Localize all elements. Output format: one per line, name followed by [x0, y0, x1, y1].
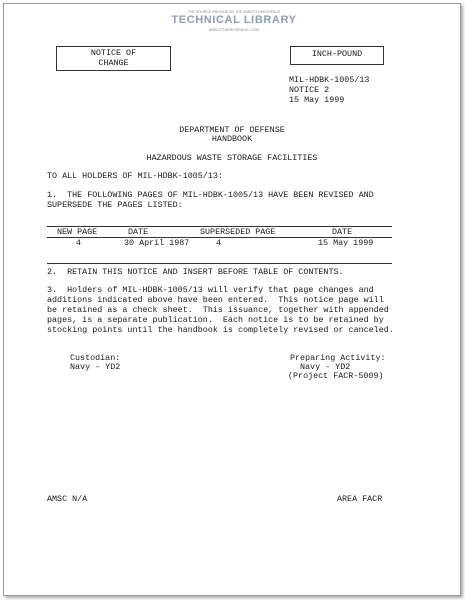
amsc-label: AMSC N/A — [47, 494, 88, 504]
paragraph-3-line-4: pages, is a separate publication. Each notice is to be retained by — [47, 315, 384, 325]
handbook-label: HANDBOOK — [211, 134, 253, 144]
notice-box-line-2: CHANGE — [98, 57, 129, 68]
table-header-new-page: NEW PAGE — [57, 227, 98, 237]
inch-pound-label: INCH-POUND — [311, 49, 363, 59]
project-number: (Project FACR-5009) — [288, 371, 384, 381]
table-cell-new-page: 4 — [76, 238, 82, 248]
table-top-rule — [47, 226, 392, 227]
paragraph-3-line-3: be retained as a check sheet. This issuance, together with appended — [47, 305, 389, 315]
table-cell-superseded-page: 4 — [216, 238, 222, 248]
notice-number: NOTICE 2 — [289, 85, 330, 95]
custodian-value: Navy - YD2 — [70, 362, 121, 372]
technical-library-logo — [164, 10, 304, 36]
logo-url: ABBOTTAEROSPACE.COM — [208, 27, 260, 32]
logo-title: TECHNICAL LIBRARY — [171, 14, 297, 26]
document-page — [3, 3, 461, 596]
paragraph-3-line-1: 3. Holders of MIL-HDBK-1005/13 will verify that page changes and — [47, 285, 374, 295]
notice-date: 15 May 1999 — [289, 95, 345, 105]
custodian-label: Custodian: — [70, 353, 121, 363]
table-bottom-rule — [47, 263, 392, 264]
table-header-date-2: DATE — [332, 227, 353, 237]
table-header-superseded-page: SUPERSEDED PAGE — [200, 227, 276, 237]
paragraph-1-line-2: SUPERSEDE THE PAGES LISTED: — [47, 200, 183, 210]
doc-id: MIL-HDBK-1005/13 — [289, 75, 370, 85]
paragraph-3-line-2: additions indicated above have been entered. This notice page will — [47, 295, 384, 305]
preparing-activity-label: Preparing Activity: — [290, 353, 386, 363]
table-cell-date-2: 15 May 1999 — [318, 238, 374, 248]
department-title: DEPARTMENT OF DEFENSE — [179, 125, 285, 135]
table-header-date: DATE — [128, 227, 149, 237]
salutation: TO ALL HOLDERS OF MIL-HDBK-1005/13: — [47, 171, 223, 181]
paragraph-1-line-1: 1. THE FOLLOWING PAGES OF MIL-HDBK-1005/13 HAVE BEEN REVISED AND — [47, 190, 374, 200]
inch-pound-box — [290, 46, 384, 65]
paragraph-2: 2. RETAIN THIS NOTICE AND INSERT BEFORE TABLE OF CONTENTS. — [47, 267, 344, 277]
paragraph-3-line-5: stocking points until the handbook is completely revised or canceled. — [47, 325, 394, 335]
document-subject: HAZARDOUS WASTE STORAGE FACILITIES — [146, 153, 318, 163]
notice-box-line-1: NOTICE OF — [90, 48, 137, 58]
notice-of-change-box — [56, 46, 171, 71]
logo-top-line: THE SOURCE PROVIDE BY THE ABBOTT AEROSPACE — [187, 10, 281, 14]
preparing-activity-value: Navy - YD2 — [300, 362, 351, 372]
area-label: AREA FACR — [337, 494, 383, 504]
table-cell-date: 30 April 1987 — [124, 238, 190, 248]
